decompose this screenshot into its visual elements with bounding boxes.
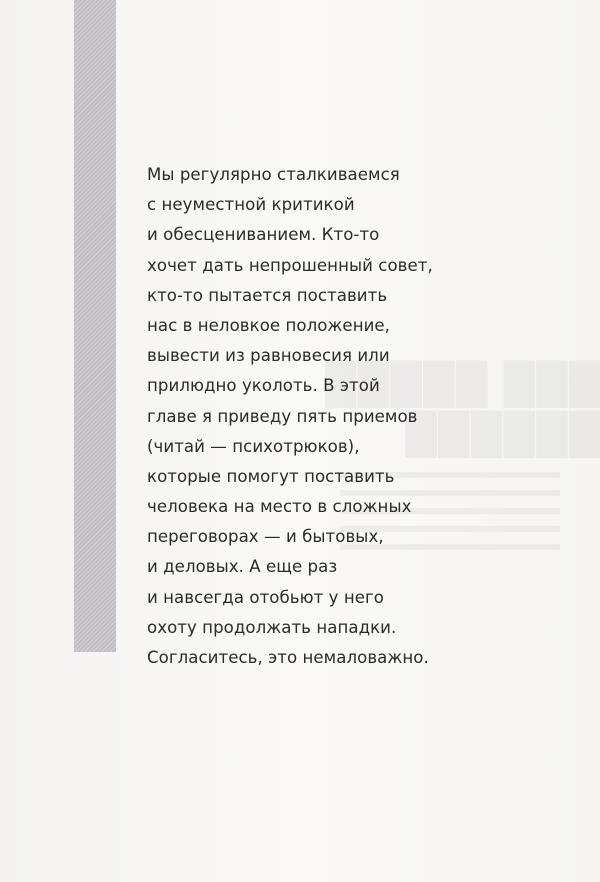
paragraph-line: охоту продолжать нападки.	[147, 617, 397, 637]
paragraph-line: главе я приведу пять приемов	[147, 406, 418, 426]
paragraph-line: переговорах — и бытовых,	[147, 527, 384, 547]
paragraph-line: человека на место в сложных	[147, 497, 412, 517]
paragraph-line: хочет дать непрошенный совет,	[147, 255, 433, 275]
paragraph-line: Согласитесь, это немаловажно.	[147, 648, 429, 667]
paragraph-line: и деловых. А еще раз	[147, 557, 338, 577]
paragraph-line: (читай — психотрюков),	[147, 436, 360, 456]
paragraph-line: с неуместной критикой	[147, 195, 355, 215]
body-paragraph	[147, 160, 567, 673]
show-through-bleed: ███ █████ ██████	[300, 360, 600, 660]
paragraph-line: Мы регулярно сталкиваемся	[147, 165, 400, 184]
paragraph-line: которые помогут поставить	[147, 466, 395, 486]
paragraph-line: нас в неловкое положение,	[147, 315, 391, 335]
decorative-side-stripe	[74, 0, 116, 652]
paragraph-line: прилюдно уколоть. В этой	[147, 376, 380, 396]
paragraph-line: и навсегда отобьют у него	[147, 587, 384, 607]
paragraph-line: кто-то пытается поставить	[147, 285, 388, 305]
paragraph-line: вывести из равновесия или	[147, 346, 390, 366]
paragraph-line: и обесцениванием. Кто-то	[147, 225, 380, 245]
